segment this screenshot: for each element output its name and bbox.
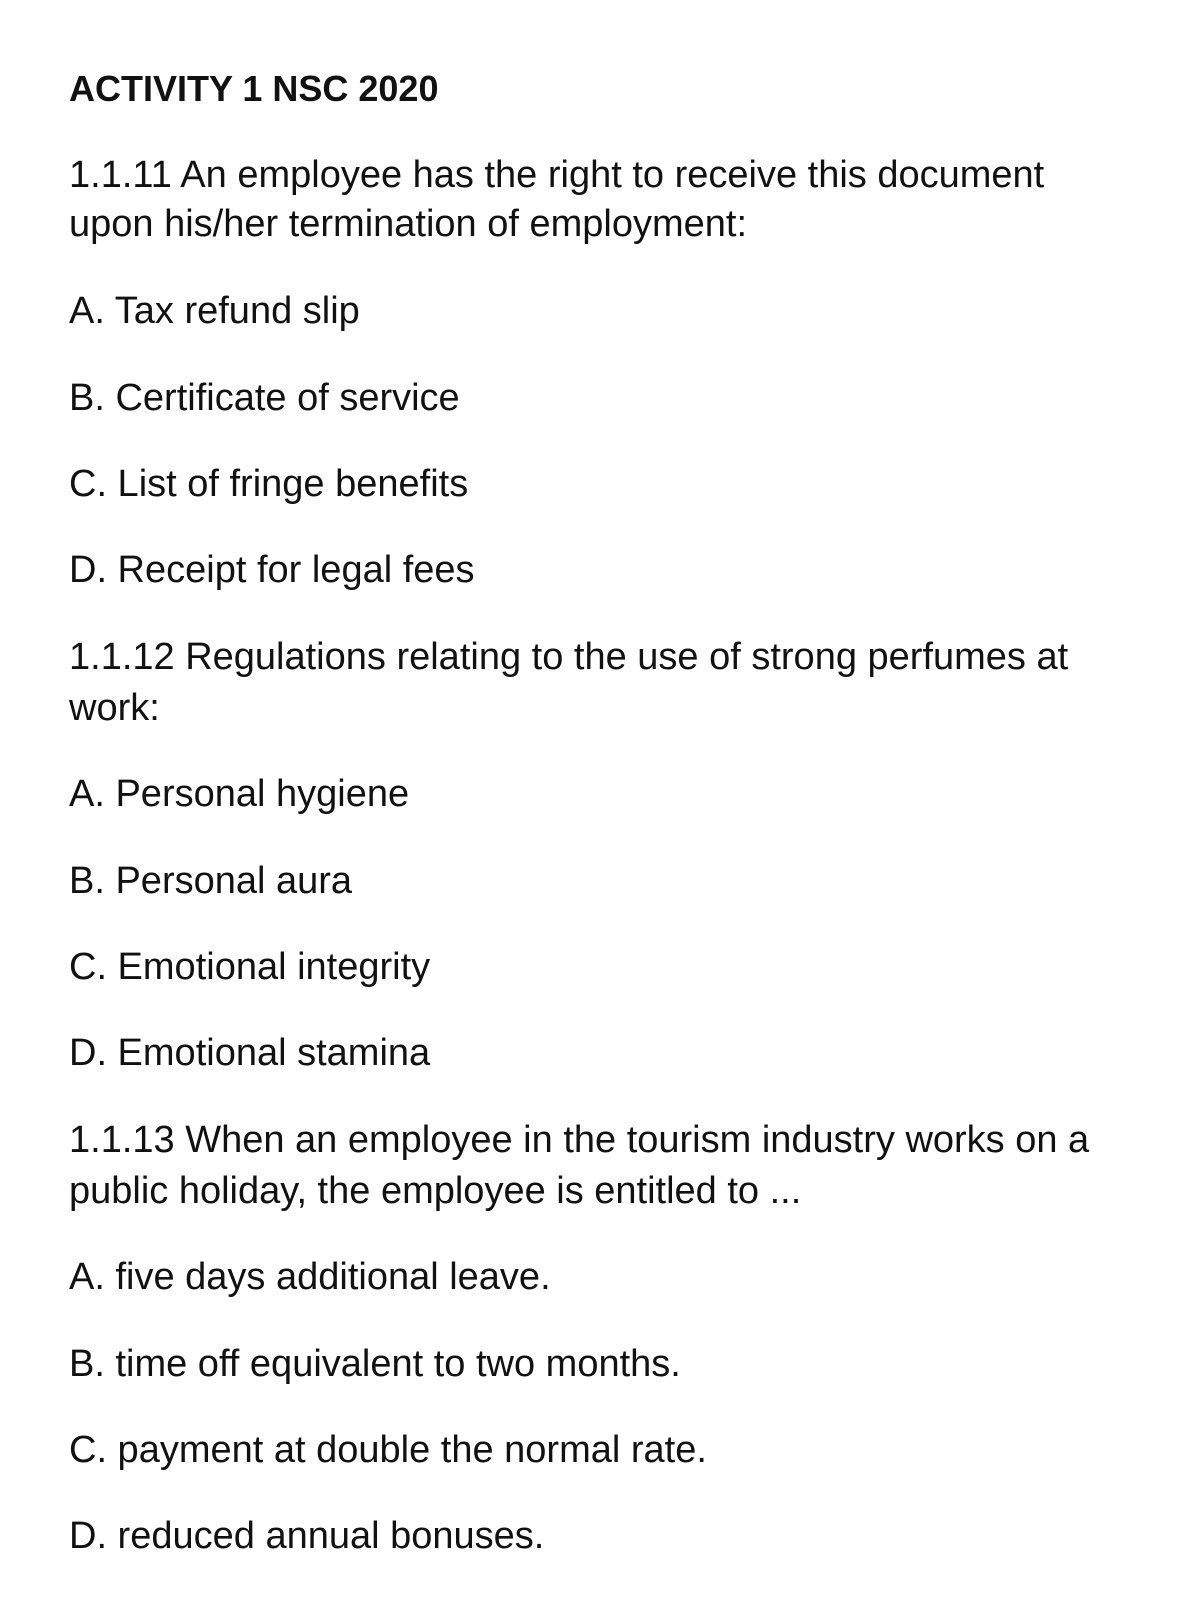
question-1-1-12-text-line-2: work:	[69, 687, 160, 729]
question-1-1-13-text-line-1: 1.1.13 When an employee in the tourism industry works on a	[69, 1119, 1090, 1161]
question-1-1-11-option-d: D. Receipt for legal fees	[69, 549, 475, 591]
question-1-1-11-option-c: C. List of fringe benefits	[69, 463, 469, 505]
question-1-1-11-text-line-2: upon his/her termination of employment:	[69, 203, 748, 245]
question-1-1-11-option-a: A. Tax refund slip	[69, 290, 360, 332]
page-title: ACTIVITY 1 NSC 2020	[69, 68, 439, 109]
question-1-1-12-option-a: A. Personal hygiene	[69, 773, 410, 815]
question-1-1-13-option-d: D. reduced annual bonuses.	[69, 1515, 545, 1557]
question-1-1-13-text-line-2: public holiday, the employee is entitled to ...	[69, 1170, 802, 1212]
question-1-1-11-option-b: B. Certificate of service	[69, 377, 460, 419]
question-1-1-12-option-b: B. Personal aura	[69, 860, 353, 902]
question-1-1-12-option-c: C. Emotional integrity	[69, 946, 431, 988]
question-1-1-11-text-line-1: 1.1.11 An employee has the right to receive this document	[69, 154, 1045, 196]
question-1-1-12-option-d: D. Emotional stamina	[69, 1032, 431, 1074]
question-1-1-13-option-c: C. payment at double the normal rate.	[69, 1429, 707, 1471]
question-1-1-12-text-line-1: 1.1.12 Regulations relating to the use of strong perfumes at	[69, 636, 1069, 678]
question-1-1-13-option-a: A. five days additional leave.	[69, 1256, 551, 1298]
question-1-1-13-option-b: B. time off equivalent to two months.	[69, 1343, 681, 1385]
